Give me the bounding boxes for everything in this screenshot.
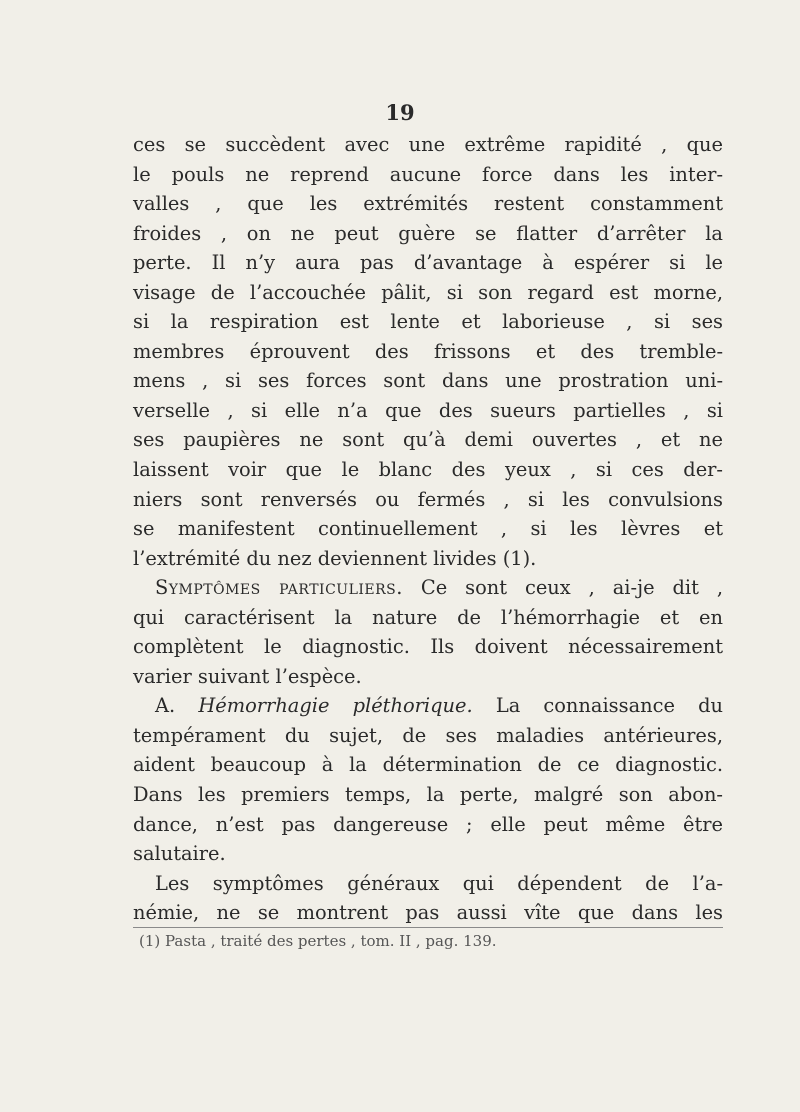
text-line: Les symptômes généraux qui dépendent de l’a- — [155, 871, 723, 895]
text-line: visage de l’accouchée pâlit, si son regard est morne, — [133, 280, 723, 304]
text-line: Dans les premiers temps, la perte, malgré son abon- — [133, 783, 723, 807]
body-text — [133, 130, 723, 928]
footnote: (1) Pasta , traité des pertes , tom. II , pag. 139. — [139, 932, 497, 950]
text-line: si la respiration est lente et laborieuse , si ses — [133, 310, 723, 334]
text-line: ses paupières ne sont qu’à demi ouvertes , et ne — [133, 428, 723, 452]
text-line: se manifestent continuellement , si les lèvres et — [133, 517, 723, 541]
text-line: némie, ne se montrent pas aussi vîte que dans les — [133, 901, 723, 925]
text-line: niers sont renversés ou fermés , si les convulsions — [133, 487, 723, 511]
section-label: A. — [155, 694, 176, 718]
text-segment: La connaissance du — [495, 694, 723, 718]
text-line: le pouls ne reprend aucune force dans les inter- — [133, 162, 723, 186]
text-line: aident beaucoup à la détermination de ce diagnostic. — [133, 753, 723, 777]
footnote-rule — [133, 927, 723, 928]
text-line: dance, n’est pas dangereuse ; elle peut même être — [133, 812, 723, 836]
text-line: l’extrémité du nez deviennent livides (1). — [133, 546, 537, 570]
text-line: membres éprouvent des frissons et des tremble- — [133, 339, 723, 363]
text-line: mens , si ses forces sont dans une prostration uni- — [133, 369, 723, 393]
section-heading-line — [133, 573, 723, 603]
text-segment: Ce sont ceux , ai-je dit , — [420, 576, 723, 600]
section-heading-plethoric: Hémorrhagie pléthorique. — [198, 694, 473, 718]
text-line: varier suivant l’espèce. — [133, 664, 362, 688]
section-heading-symptoms: Symptômes particuliers. — [155, 576, 403, 600]
text-line: perte. Il n’y aura pas d’avantage à espérer si le — [133, 251, 723, 275]
section-heading-line — [133, 691, 723, 721]
text-line: qui caractérisent la nature de l’hémorrhagie et en — [133, 605, 723, 629]
page-number: 19 — [385, 100, 415, 125]
text-line: froides , on ne peut guère se flatter d’arrêter la — [133, 221, 723, 245]
text-line: complètent le diagnostic. Ils doivent nécessairement — [133, 635, 723, 659]
text-line: laissent voir que le blanc des yeux , si ces der- — [133, 458, 723, 482]
text-line: valles , que les extrémités restent constamment — [133, 192, 723, 216]
text-line: tempérament du sujet, de ses maladies antérieures, — [133, 723, 723, 747]
text-line: ces se succèdent avec une extrême rapidité , que — [133, 133, 723, 156]
text-line: salutaire. — [133, 842, 226, 866]
text-line: verselle , si elle n’a que des sueurs partielles , si — [133, 398, 723, 422]
